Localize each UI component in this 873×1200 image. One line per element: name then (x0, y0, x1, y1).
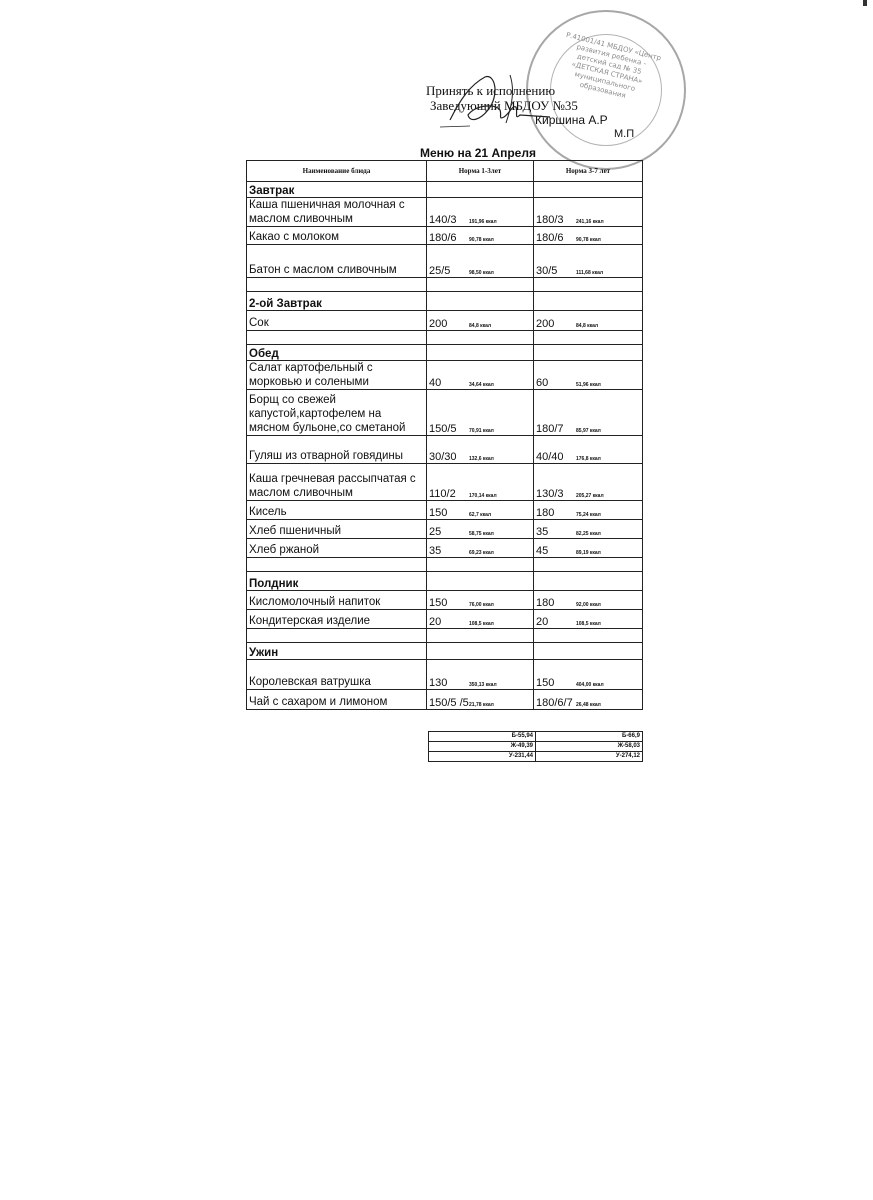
kcal-norm-3-7: 82,25 ккал (576, 531, 601, 537)
dish-row (247, 660, 643, 690)
cell-norm-1-3 (427, 245, 534, 278)
portion-norm-1-3: 180/6 (429, 232, 457, 244)
dish-row (247, 311, 643, 331)
portion-norm-3-7: 40/40 (536, 451, 564, 463)
approval-line-mp: М.П (614, 128, 635, 140)
section-title: Полдник (247, 572, 427, 591)
portion-norm-1-3: 150/5 (429, 423, 457, 435)
dish-name: Каша гречневая рассыпчатая с маслом сливочным (247, 464, 427, 501)
empty-cell (534, 182, 643, 198)
totals-row (429, 752, 643, 762)
dish-row (247, 390, 643, 436)
empty-cell (534, 331, 643, 345)
kcal-norm-3-7: 241,16 ккал (576, 219, 604, 225)
kcal-norm-3-7: 108,5 ккал (576, 621, 601, 627)
cell-norm-1-3 (427, 390, 534, 436)
portion-norm-3-7: 60 (536, 377, 549, 389)
kcal-norm-3-7: 90,78 ккал (576, 237, 601, 243)
kcal-norm-3-7: 404,00 ккал (576, 682, 604, 688)
dish-row (247, 245, 643, 278)
menu-body (247, 182, 643, 710)
empty-cell (427, 278, 534, 292)
kcal-norm-3-7: 92,00 ккал (576, 602, 601, 608)
dish-name: Королевская ватрушка (247, 660, 427, 690)
cell-norm-3-7 (534, 311, 643, 331)
cell-norm-1-3 (427, 539, 534, 558)
portion-norm-3-7: 180/6 (536, 232, 564, 244)
cell-norm-3-7 (534, 501, 643, 520)
portion-norm-1-3: 140/3 (429, 214, 457, 226)
kcal-norm-3-7: 85,97 ккал (576, 428, 601, 434)
totals-row (429, 732, 643, 742)
portion-norm-1-3: 130 (429, 677, 448, 689)
dish-row (247, 591, 643, 610)
kcal-norm-1-3: 58,75 ккал (469, 531, 494, 537)
empty-cell (427, 345, 534, 361)
totals-row (429, 742, 643, 752)
header-norm-3-7: Норма 3-7 лет (534, 161, 643, 182)
scan-edge-mark (863, 0, 867, 6)
cell-norm-3-7 (534, 520, 643, 539)
cell-norm-3-7 (534, 690, 643, 710)
total-3-7: У-274,12 (536, 752, 643, 762)
kcal-norm-3-7: 75,24 ккал (576, 512, 601, 518)
empty-cell (427, 331, 534, 345)
menu-table (246, 160, 643, 710)
total-1-3: Ж-49,39 (429, 742, 536, 752)
portion-norm-3-7: 180/6/7 (536, 697, 573, 709)
dish-name: Сок (247, 311, 427, 331)
cell-norm-1-3 (427, 227, 534, 245)
total-1-3: Б-55,94 (429, 732, 536, 742)
cell-norm-3-7 (534, 245, 643, 278)
section-title: Ужин (247, 643, 427, 660)
dish-row (247, 436, 643, 464)
portion-norm-1-3: 40 (429, 377, 442, 389)
section-title: 2-ой Завтрак (247, 292, 427, 311)
portion-norm-3-7: 150 (536, 677, 555, 689)
section-row (247, 345, 643, 361)
portion-norm-1-3: 35 (429, 545, 442, 557)
kcal-norm-1-3: 191,96 ккал (469, 219, 497, 225)
dish-name: Кисломолочный напиток (247, 591, 427, 610)
cell-norm-1-3 (427, 361, 534, 390)
cell-norm-3-7 (534, 436, 643, 464)
portion-norm-3-7: 45 (536, 545, 549, 557)
spacer-row (247, 629, 643, 643)
kcal-norm-1-3: 76,00 ккал (469, 602, 494, 608)
empty-cell (427, 643, 534, 660)
cell-norm-3-7 (534, 539, 643, 558)
portion-norm-1-3: 150 (429, 597, 448, 609)
cell-norm-1-3 (427, 501, 534, 520)
total-3-7: Б-66,9 (536, 732, 643, 742)
dish-name: Чай с сахаром и лимоном (247, 690, 427, 710)
total-1-3: У-231,44 (429, 752, 536, 762)
empty-cell (247, 278, 427, 292)
kcal-norm-3-7: 89,19 ккал (576, 550, 601, 556)
empty-cell (534, 572, 643, 591)
cell-norm-1-3 (427, 660, 534, 690)
portion-norm-3-7: 180 (536, 597, 555, 609)
kcal-norm-1-3: 170,14 ккал (469, 493, 497, 499)
portion-norm-3-7: 20 (536, 616, 549, 628)
portion-norm-1-3: 150 (429, 507, 448, 519)
empty-cell (534, 643, 643, 660)
dish-name: Хлеб пшеничный (247, 520, 427, 539)
kcal-norm-3-7: 51,96 ккал (576, 382, 601, 388)
dish-row (247, 464, 643, 501)
portion-norm-3-7: 180/3 (536, 214, 564, 226)
portion-norm-3-7: 200 (536, 318, 555, 330)
dish-name: Какао с молоком (247, 227, 427, 245)
kcal-norm-3-7: 84,8 ккал (576, 323, 599, 329)
kcal-norm-3-7: 205,27 ккал (576, 493, 604, 499)
portion-norm-3-7: 35 (536, 526, 549, 538)
portion-norm-3-7: 180/7 (536, 423, 564, 435)
cell-norm-3-7 (534, 610, 643, 629)
cell-norm-1-3 (427, 464, 534, 501)
portion-norm-1-3: 20 (429, 616, 442, 628)
portion-norm-1-3: 30/30 (429, 451, 457, 463)
kcal-norm-1-3: 62,7 ккал (469, 512, 492, 518)
stamp-text: Р.41001/41 МБДОУ «Центр развития ребенка - детский сад № 35 «ДЕТСКАЯ СТРАНА» муниципального образования (565, 30, 662, 100)
spacer-row (247, 331, 643, 345)
cell-norm-3-7 (534, 591, 643, 610)
cell-norm-3-7 (534, 227, 643, 245)
cell-norm-3-7 (534, 660, 643, 690)
approval-line-head: Заведующий МБДОУ №35 (430, 98, 578, 113)
empty-cell (247, 558, 427, 572)
kcal-norm-3-7: 111,68 ккал (576, 270, 604, 276)
kcal-norm-1-3: 350,13 ккал (469, 682, 497, 688)
kcal-norm-1-3: 84,8 ккал (469, 323, 492, 329)
kcal-norm-3-7: 26,48 ккал (576, 702, 601, 708)
approval-line-accept: Принять к исполнению (426, 83, 556, 98)
cell-norm-3-7 (534, 361, 643, 390)
dish-row (247, 501, 643, 520)
cell-norm-1-3 (427, 591, 534, 610)
dish-row (247, 539, 643, 558)
dish-name: Каша пшеничная молочная с маслом сливочным (247, 198, 427, 227)
kcal-norm-3-7: 176,8 ккал (576, 456, 601, 462)
kcal-norm-1-3: 132,6 ккал (469, 456, 494, 462)
empty-cell (427, 629, 534, 643)
portion-norm-1-3: 110/2 (429, 488, 456, 500)
portion-norm-3-7: 130/3 (536, 488, 564, 500)
dish-name: Батон с маслом сливочным (247, 245, 427, 278)
cell-norm-3-7 (534, 464, 643, 501)
signature-mark (440, 65, 560, 135)
header-norm-1-3: Норма 1-3лет (427, 161, 534, 182)
cell-norm-1-3 (427, 198, 534, 227)
portion-norm-1-3: 200 (429, 318, 448, 330)
totals-body (429, 732, 643, 762)
cell-norm-1-3 (427, 311, 534, 331)
empty-cell (247, 629, 427, 643)
empty-cell (247, 331, 427, 345)
empty-cell (427, 558, 534, 572)
menu-header-row (247, 161, 643, 182)
cell-norm-1-3 (427, 610, 534, 629)
cell-norm-3-7 (534, 198, 643, 227)
section-title: Завтрак (247, 182, 427, 198)
kcal-norm-1-3: 21,78 ккал (469, 702, 494, 708)
spacer-row (247, 558, 643, 572)
dish-name: Хлеб ржаной (247, 539, 427, 558)
kcal-norm-1-3: 108,5 ккал (469, 621, 494, 627)
empty-cell (427, 292, 534, 311)
portion-norm-1-3: 25 (429, 526, 442, 538)
empty-cell (534, 629, 643, 643)
dish-row (247, 227, 643, 245)
portion-norm-1-3: 25/5 (429, 265, 451, 277)
dish-row (247, 690, 643, 710)
empty-cell (534, 345, 643, 361)
kcal-norm-1-3: 34,64 ккал (469, 382, 494, 388)
empty-cell (427, 572, 534, 591)
empty-cell (534, 558, 643, 572)
dish-name: Гуляш из отварной говядины (247, 436, 427, 464)
section-row (247, 292, 643, 311)
empty-cell (534, 292, 643, 311)
section-row (247, 572, 643, 591)
portion-norm-3-7: 30/5 (536, 265, 558, 277)
section-row (247, 182, 643, 198)
portion-norm-1-3: 150/5 /5 (429, 697, 469, 709)
section-title: Обед (247, 345, 427, 361)
header-dish-name: Наименование блюда (247, 161, 427, 182)
menu-title: Меню на 21 Апреля (420, 146, 536, 160)
kcal-norm-1-3: 69,23 ккал (469, 550, 494, 556)
kcal-norm-1-3: 98,50 ккал (469, 270, 494, 276)
cell-norm-3-7 (534, 390, 643, 436)
cell-norm-1-3 (427, 520, 534, 539)
dish-row (247, 520, 643, 539)
approval-line-name: Киршина А.Р (535, 113, 608, 127)
portion-norm-3-7: 180 (536, 507, 555, 519)
total-3-7: Ж-58,03 (536, 742, 643, 752)
kcal-norm-1-3: 90,78 ккал (469, 237, 494, 243)
dish-row (247, 610, 643, 629)
dish-name: Кисель (247, 501, 427, 520)
empty-cell (427, 182, 534, 198)
dish-row (247, 198, 643, 227)
dish-name: Салат картофельный с морковью и солеными (247, 361, 427, 390)
cell-norm-1-3 (427, 690, 534, 710)
section-row (247, 643, 643, 660)
dish-row (247, 361, 643, 390)
totals-table (428, 731, 643, 762)
dish-name: Борщ со свежей капустой,картофелем на мясном бульоне,со сметаной (247, 390, 427, 436)
spacer-row (247, 278, 643, 292)
cell-norm-1-3 (427, 436, 534, 464)
dish-name: Кондитерская изделие (247, 610, 427, 629)
empty-cell (534, 278, 643, 292)
kcal-norm-1-3: 70,91 ккал (469, 428, 494, 434)
